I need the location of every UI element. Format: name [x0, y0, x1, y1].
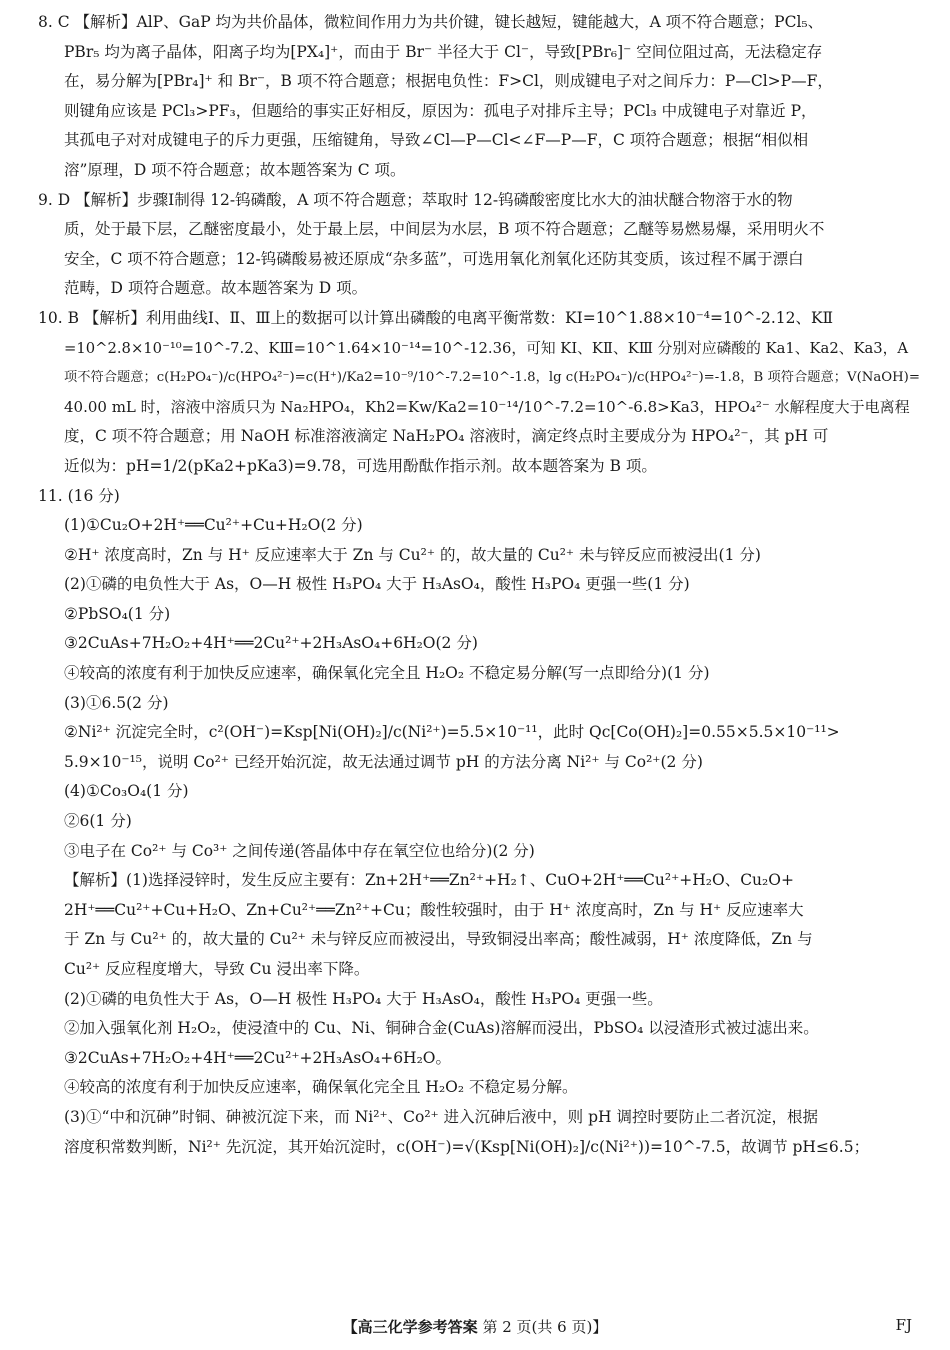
footer-title: 【高三化学参考答案 — [342, 1318, 478, 1336]
q11-answer-4-1: (4)①Co₃O₄(1 分) — [64, 782, 189, 801]
q11-analysis-4: Cu²⁺ 反应程度增大，导致 Cu 浸出率下降。 — [64, 960, 370, 978]
footer-page-number: 第 2 页(共 6 页)】 — [482, 1318, 608, 1336]
q11-analysis-1: 【解析】(1)选择浸锌时，发生反应主要有：Zn+2H⁺══Zn²⁺+H₂↑、CuO+2H⁺══Cu²⁺+H₂O、Cu₂O+ — [64, 871, 794, 890]
q9-line-2: 质，处于最下层，乙醚密度最小，处于最上层，中间层为水层，B 项不符合题意；乙醚等易燃易爆，采用明火不 — [64, 220, 825, 239]
q11-analysis-8: ④较高的浓度有利于加快反应速率，确保氧化完全且 H₂O₂ 不稳定易分解。 — [64, 1078, 578, 1097]
q11-analysis-9: (3)①“中和沉砷”时铜、砷被沉淀下来，而 Ni²⁺、Co²⁺ 进入沉砷后液中，则 pH 调控时要防止二者沉淀，根据 — [64, 1107, 818, 1126]
q11-analysis-5: (2)①磷的电负性大于 As，O—H 极性 H₃PO₄ 大于 H₃AsO₄，酸性 H₃PO₄ 更强一些。 — [64, 989, 663, 1008]
q10-line-2: =10^2.8×10⁻¹⁰=10^-7.2、KⅢ=10^1.64×10⁻¹⁴=10^-12.36，可知 KⅠ、KⅡ、KⅢ 分别对应磷酸的 Ka1、Ka2、Ka3，A — [64, 339, 909, 357]
q8-line-2: PBr₅ 均为离子晶体，阳离子均为[PX₄]⁺，而由于 Br⁻ 半径大于 Cl⁻，导致[PBr₆]⁻ 空间位阻过高，无法稳定存 — [64, 42, 823, 61]
footer-code: FJ — [895, 1316, 912, 1334]
q11-answer-4-3: ③电子在 Co²⁺ 与 Co³⁺ 之间传递(答晶体中存在氧空位也给分)(2 分) — [64, 841, 535, 860]
q11-answer-2-2: ②PbSO₄(1 分) — [64, 604, 171, 623]
q11-answer-1-1: (1)①Cu₂O+2H⁺══Cu²⁺+Cu+H₂O(2 分) — [64, 516, 363, 535]
q11-analysis-3: 于 Zn 与 Cu²⁺ 的，故大量的 Cu²⁺ 未与锌反应而被浸出，导致铜浸出率高；酸性减弱，H⁺ 浓度降低，Zn 与 — [64, 930, 813, 949]
q8-line-3: 在，易分解为[PBr₄]⁺ 和 Br⁻，B 项不符合题意；根据电负性：F>Cl，则成键电子对之间斥力：P—Cl>P—F， — [64, 72, 833, 91]
q8-line-4: 则键角应该是 PCl₃>PF₃，但题给的事实正好相反，原因为：孤电子对排斥主导；PCl₃ 中成键电子对靠近 P， — [64, 101, 817, 120]
q8-line-1: 8. C 【解析】AlP、GaP 均为共价晶体，微粒间作用力为共价键，键长越短，键能越大，A 项不符合题意；PCl₅、 — [38, 13, 824, 31]
q10-line-1: 10. B 【解析】利用曲线Ⅰ、Ⅱ、Ⅲ上的数据可以计算出磷酸的电离平衡常数：KⅠ=10^1.88×10⁻⁴=10^-2.12、KⅡ — [38, 308, 834, 327]
q10-line-5: 度，C 项不符合题意；用 NaOH 标准溶液滴定 NaH₂PO₄ 溶液时，滴定终点时主要成分为 HPO₄²⁻，其 pH 可 — [64, 427, 829, 446]
page-footer — [0, 1316, 950, 1342]
q10-line-3: 项不符合题意；c(H₂PO₄⁻)/c(HPO₄²⁻)=c(H⁺)/Ka2=10⁻⁹/10^-7.2=10^-1.8，lg c(H₂PO₄⁻)/c(HPO₄²⁻)=-1.8，B 项符合题意；V(NaOH)= — [64, 370, 920, 386]
q11-analysis-7: ③2CuAs+7H₂O₂+4H⁺══2Cu²⁺+2H₃AsO₄+6H₂O。 — [64, 1048, 451, 1067]
q8-line-6: 溶”原理，D 项不符合题意；故本题答案为 C 项。 — [64, 160, 406, 179]
q11-analysis-10: 溶度积常数判断，Ni²⁺ 先沉淀，其开始沉淀时，c(OH⁻)=√(Ksp[Ni(OH)₂]/c(Ni²⁺))=10^-7.5，故调节 pH≤6.5； — [64, 1137, 870, 1156]
q11-answer-3-2a: ②Ni²⁺ 沉淀完全时，c²(OH⁻)=Ksp[Ni(OH)₂]/c(Ni²⁺)=5.5×10⁻¹¹，此时 Qc[Co(OH)₂]=0.55×5.5×10⁻¹¹> — [64, 723, 840, 742]
q11-answer-1-2: ②H⁺ 浓度高时，Zn 与 H⁺ 反应速率大于 Zn 与 Cu²⁺ 的，故大量的 Cu²⁺ 未与锌反应而被浸出(1 分) — [64, 545, 761, 564]
q11-answer-2-3: ③2CuAs+7H₂O₂+4H⁺══2Cu²⁺+2H₃AsO₄+6H₂O(2 分) — [64, 634, 478, 653]
q11-answer-2-1: (2)①磷的电负性大于 As，O—H 极性 H₃PO₄ 大于 H₃AsO₄，酸性 H₃PO₄ 更强一些(1 分) — [64, 575, 690, 594]
q9-line-4: 范畴，D 项符合题意。故本题答案为 D 项。 — [64, 279, 368, 298]
q10-line-6: 近似为：pH=1/2(pKa2+pKa3)=9.78，可选用酚酞作指示剂。故本题答案为 B 项。 — [64, 456, 657, 475]
q11-analysis-6: ②加入强氧化剂 H₂O₂，使浸渣中的 Cu、Ni、铜砷合金(CuAs)溶解而浸出，PbSO₄ 以浸渣形式被过滤出来。 — [64, 1019, 819, 1038]
q11-answer-2-4: ④较高的浓度有利于加快反应速率，确保氧化完全且 H₂O₂ 不稳定易分解(写一点即给分)(1 分) — [64, 664, 710, 683]
q10-line-4: 40.00 mL 时，溶液中溶质只为 Na₂HPO₄，Kh2=Kw/Ka2=10⁻¹⁴/10^-7.2=10^-6.8>Ka3，HPO₄²⁻ 水解程度大于电离程 — [64, 397, 910, 416]
q9-line-1: 9. D 【解析】步骤Ⅰ制得 12-钨磷酸，A 项不符合题意；萃取时 12-钨磷酸密度比水大的油状醚合物溶于水的物 — [38, 190, 793, 209]
q11-answer-3-1: (3)①6.5(2 分) — [64, 693, 169, 712]
q11-answer-3-2b: 5.9×10⁻¹⁵，说明 Co²⁺ 已经开始沉淀，故无法通过调节 pH 的方法分离 Ni²⁺ 与 Co²⁺(2 分) — [64, 752, 703, 771]
q11-analysis-2: 2H⁺══Cu²⁺+Cu+H₂O、Zn+Cu²⁺══Zn²⁺+Cu；酸性较强时，由于 H⁺ 浓度高时，Zn 与 H⁺ 反应速率大 — [64, 900, 804, 919]
q9-line-3: 安全，C 项不符合题意；12-钨磷酸易被还原成“杂多蓝”，可选用氧化剂氧化还防其变质，该过程不属于漂白 — [64, 249, 804, 268]
q8-line-5: 其孤电子对对成键电子的斥力更强，压缩键角，导致∠Cl—P—Cl<∠F—P—F，C 项符合题意；根据“相似相 — [64, 131, 809, 150]
q11-heading: 11. (16 分) — [38, 486, 120, 505]
q11-answer-4-2: ②6(1 分) — [64, 812, 132, 831]
